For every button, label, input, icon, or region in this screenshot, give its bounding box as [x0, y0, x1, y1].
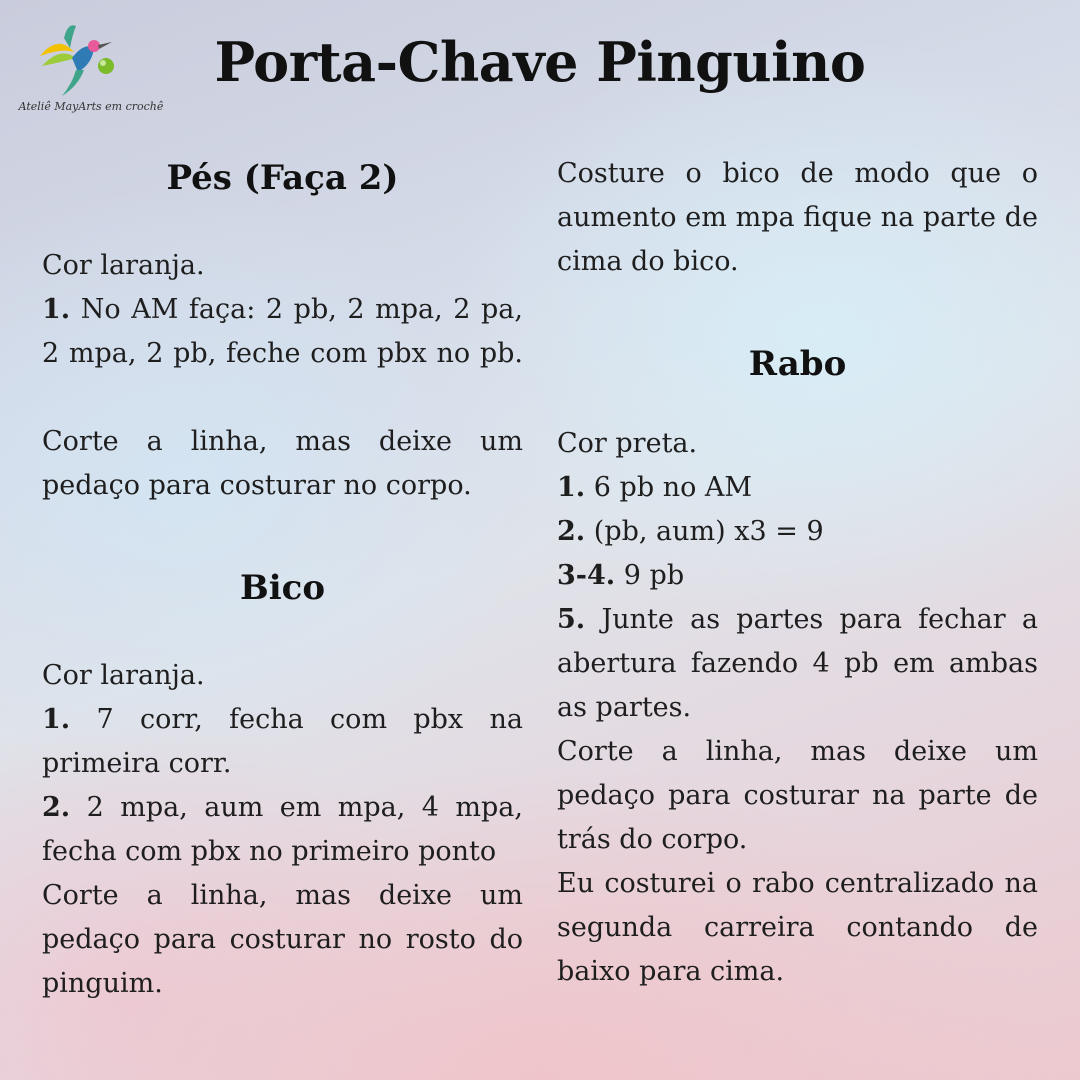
bico-step-1: [42, 698, 523, 786]
step-text: Junte as partes para fechar a abertura fazendo 4 pb em ambas as partes.: [557, 604, 1038, 723]
pes-color-line: Cor laranja.: [42, 250, 205, 281]
bico-color-line: Cor laranja.: [42, 660, 205, 691]
bico-sew-instructions: Costure o bico de modo que o aumento em mpa fique na parte de cima do bico.: [557, 158, 1038, 277]
rabo-note-2: Eu costurei o rabo centralizado na segunda carreira contando de baixo para cima.: [557, 868, 1038, 987]
rabo-step-1: [557, 466, 1038, 510]
section-title-pes: Pés (Faça 2): [166, 158, 399, 198]
section-title-bico: Bico: [239, 568, 326, 608]
page-title: Porta-Chave Pinguino: [214, 30, 866, 94]
brand-name: Ateliê MayArts em crochê: [18, 100, 164, 113]
rabo-color-line: Cor preta.: [557, 428, 698, 459]
step-text: No AM faça: 2 pb, 2 mpa, 2 pa, 2 mpa, 2 pb, feche com pbx no pb.: [42, 294, 523, 369]
step-text: (pb, aum) x3 = 9: [593, 516, 824, 547]
step-text: 6 pb no AM: [593, 472, 753, 503]
step-number: 1.: [557, 472, 586, 503]
step-number: 3-4.: [557, 560, 616, 591]
step-number: 1.: [42, 294, 71, 325]
step-text: 9 pb: [623, 560, 685, 591]
rabo-note-1: Corte a linha, mas deixe um pedaço para costurar na parte de trás do corpo.: [557, 736, 1038, 855]
bico-step-2: [42, 786, 523, 874]
left-column: [42, 152, 523, 1006]
step-number: 5.: [557, 604, 586, 635]
section-title-rabo: Rabo: [748, 344, 847, 384]
step-text: 2 mpa, aum em mpa, 4 mpa, fecha com pbx no primeiro ponto: [42, 792, 523, 867]
rabo-step-3-4: [557, 554, 1038, 598]
right-column: [557, 152, 1038, 994]
step-number: 1.: [42, 704, 71, 735]
bico-note: Corte a linha, mas deixe um pedaço para costurar no rosto do pinguim.: [42, 880, 523, 999]
step-number: 2.: [557, 516, 586, 547]
rabo-step-5: [557, 598, 1038, 730]
rabo-step-2: [557, 510, 1038, 554]
pes-note: Corte a linha, mas deixe um pedaço para costurar no corpo.: [42, 426, 523, 501]
step-text: 7 corr, fecha com pbx na primeira corr.: [42, 704, 523, 779]
pes-step-1: [42, 288, 523, 376]
step-number: 2.: [42, 792, 71, 823]
